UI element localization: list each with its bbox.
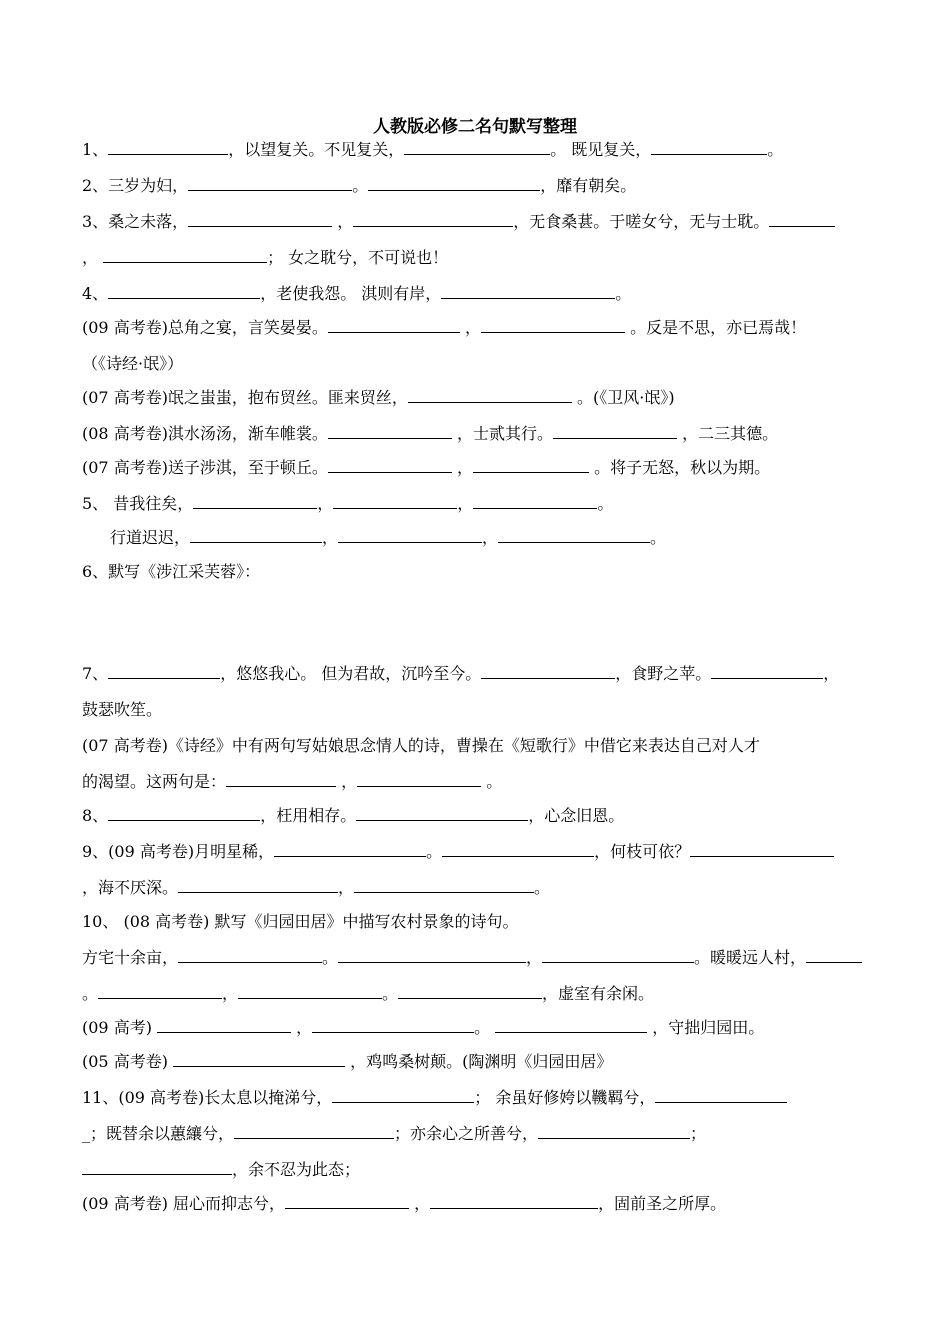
- line-text: 。暖暖远人村，: [694, 948, 807, 967]
- exercise-line: [82, 140, 783, 160]
- fill-in-blank: [312, 1018, 474, 1033]
- line-text: ，枉用相存。: [260, 806, 357, 825]
- fill-in-blank: [285, 1194, 409, 1209]
- line-text: (08 高考卷)淇水汤汤，渐车帷裳。: [82, 424, 328, 443]
- fill-in-blank: [353, 212, 513, 227]
- document-title: 人教版必修二名句默写整理: [373, 117, 577, 137]
- line-text: 2、三岁为妇，: [82, 176, 189, 195]
- fill-in-blank: [655, 1088, 787, 1103]
- exercise-line: [110, 528, 666, 548]
- fill-in-blank: [226, 772, 336, 787]
- line-text: 。: [382, 984, 399, 1003]
- exercise-line: [82, 878, 550, 898]
- fill-in-blank: [338, 948, 526, 963]
- line-text: 3、桑之未落，: [82, 212, 189, 231]
- line-text: ，固前圣之所厚。: [598, 1194, 727, 1213]
- line-text: ，心念旧恩。: [528, 806, 625, 825]
- line-text: ，: [82, 248, 104, 267]
- line-text: (09 高考): [82, 1018, 158, 1037]
- line-text: ，鸡鸣桑树颠。(陶渊明《归园田居》: [345, 1052, 613, 1071]
- fill-in-blank: [98, 984, 222, 999]
- fill-in-blank: [398, 984, 542, 999]
- line-text: ，: [291, 1018, 313, 1037]
- line-text: 9、(09 高考卷)月明星稀，: [82, 842, 275, 861]
- fill-in-blank: [178, 948, 322, 963]
- line-text: ；亦余心之所善兮，: [394, 1124, 539, 1143]
- exercise-line: [82, 424, 778, 444]
- fill-in-blank: [103, 248, 267, 263]
- fill-in-blank: [328, 458, 452, 473]
- line-text: (09 高考卷)总角之宴，言笑晏晏。: [82, 318, 328, 337]
- fill-in-blank: [354, 878, 534, 893]
- line-text: (07 高考卷)送子涉淇，至于顿丘。: [82, 458, 328, 477]
- line-text: (09 高考卷) 屈心而抑志兮，: [82, 1194, 286, 1213]
- line-text: 。(《卫风·氓》): [571, 388, 675, 407]
- line-text: ，: [222, 984, 239, 1003]
- line-text: ； 余虽好修姱以鞿羁兮，: [474, 1088, 656, 1107]
- line-text: ，二三其德。: [677, 424, 779, 443]
- fill-in-blank: [690, 842, 834, 857]
- line-text: ，守拙归园田。: [647, 1018, 765, 1037]
- line-text: 。: [481, 772, 503, 791]
- exercise-line: [82, 176, 636, 196]
- line-text: 的渴望。这两句是：: [82, 772, 227, 791]
- fill-in-blank: [538, 1124, 690, 1139]
- line-text: 。: [615, 284, 632, 303]
- fill-in-blank: [333, 494, 457, 509]
- line-text: 行道迟迟，: [110, 528, 191, 547]
- fill-in-blank: [430, 1194, 598, 1209]
- line-text: ，士贰其行。: [451, 424, 554, 443]
- fill-in-blank: [651, 140, 767, 155]
- line-text: 。: [474, 1018, 496, 1037]
- exercise-line: [82, 1088, 787, 1108]
- exercise-line: [82, 842, 834, 862]
- exercise-line: [82, 458, 770, 478]
- line-text: 4、: [82, 284, 109, 303]
- line-text: 5、 昔我往矣，: [82, 494, 194, 513]
- line-text: ，靡有朝矣。: [540, 176, 637, 195]
- line-text: ，: [459, 318, 482, 337]
- exercise-line: [82, 248, 448, 268]
- exercise-line: [82, 212, 835, 232]
- fill-in-blank: [442, 842, 594, 857]
- line-text: 。: [426, 842, 443, 861]
- exercise-line: [82, 772, 502, 792]
- exercise-line: [82, 1124, 706, 1144]
- fill-in-blank: [108, 664, 220, 679]
- line-text: ，食野之苹。: [615, 664, 712, 683]
- line-text: 。将子无怒，秋以为期。: [589, 458, 771, 477]
- line-text: ，: [482, 528, 499, 547]
- line-text: ，: [457, 494, 474, 513]
- line-text: ，: [409, 1194, 431, 1213]
- line-text: （《诗经·氓》）: [82, 354, 184, 373]
- fill-in-blank: [769, 212, 835, 227]
- line-text: ，无食桑葚。于嗟女兮，无与士耽。: [513, 212, 770, 231]
- fill-in-blank: [498, 528, 650, 543]
- fill-in-blank: [274, 842, 426, 857]
- line-text: ；: [690, 1124, 707, 1143]
- line-text: ，悠悠我心。 但为君故，沉吟至今。: [220, 664, 482, 683]
- fill-in-blank: [481, 664, 615, 679]
- exercise-line: [82, 664, 839, 684]
- fill-in-blank: [108, 140, 228, 155]
- exercise-line: [82, 388, 675, 408]
- line-text: (07 高考卷)《诗经》中有两句写姑娘思念情人的诗，曹操在《短歌行》中借它来表达自己对人才: [82, 736, 760, 755]
- line-text: ； 女之耽兮，不可说也！: [267, 248, 449, 267]
- fill-in-blank: [190, 528, 322, 543]
- line-text: ，: [317, 494, 334, 513]
- exercise-line: [82, 284, 631, 304]
- fill-in-blank: [157, 1018, 291, 1033]
- line-text: 鼓瑟吹笙。: [82, 700, 163, 719]
- exercise-line: [82, 806, 624, 826]
- fill-in-blank: [332, 1088, 474, 1103]
- line-text: 。: [650, 528, 667, 547]
- fill-in-blank: [173, 1052, 345, 1067]
- line-text: ，: [338, 878, 355, 897]
- fill-in-blank: [473, 494, 597, 509]
- exercise-line: [82, 1052, 612, 1072]
- exercise-line: [82, 700, 162, 720]
- exercise-line: [82, 318, 806, 338]
- exercise-line: [82, 1160, 360, 1180]
- fill-in-blank: [193, 494, 317, 509]
- line-text: 。反是不思，亦已焉哉！: [625, 318, 807, 337]
- line-text: 8、: [82, 806, 109, 825]
- line-text: ，以望复关。不见复关，: [228, 140, 405, 159]
- fill-in-blank: [368, 176, 540, 191]
- line-text: 。: [82, 984, 99, 1003]
- fill-in-blank: [82, 1160, 232, 1175]
- fill-in-blank: [473, 458, 589, 473]
- line-text: ，: [526, 948, 543, 967]
- exercise-line: [82, 912, 518, 932]
- fill-in-blank: [404, 140, 550, 155]
- line-text: ，: [332, 212, 354, 231]
- line-text: 10、 (08 高考卷) 默写《归园田居》中描写农村景象的诗句。: [82, 912, 519, 931]
- fill-in-blank: [542, 948, 694, 963]
- fill-in-blank: [188, 176, 352, 191]
- line-text: 6、默写《涉江采芙蓉》：: [82, 562, 261, 581]
- line-text: ，余不忍为此态；: [232, 1160, 361, 1179]
- line-text: 11、(09 高考卷)长太息以掩涕兮，: [82, 1088, 333, 1107]
- line-text: ，: [823, 664, 840, 683]
- fill-in-blank: [357, 772, 481, 787]
- line-text: (05 高考卷): [82, 1052, 174, 1071]
- fill-in-blank: [328, 424, 452, 439]
- line-text: ，虚室有余闲。: [542, 984, 655, 1003]
- fill-in-blank: [408, 388, 572, 403]
- line-text: ，何枝可依？: [594, 842, 691, 861]
- line-text: 1、: [82, 140, 109, 159]
- line-text: 。: [352, 176, 369, 195]
- exercise-line: [82, 354, 183, 374]
- fill-in-blank: [338, 528, 482, 543]
- exercise-line: [82, 1194, 726, 1214]
- fill-in-blank: [108, 806, 260, 821]
- line-text: ，海不厌深。: [82, 878, 179, 897]
- exercise-line: [82, 562, 260, 582]
- fill-in-blank: [188, 212, 332, 227]
- line-text: 。 既见复关，: [550, 140, 652, 159]
- fill-in-blank: [328, 318, 460, 333]
- line-text: (07 高考卷)氓之蚩蚩，抱布贸丝。匪来贸丝，: [82, 388, 408, 407]
- line-text: ，: [322, 528, 339, 547]
- line-text: 。: [597, 494, 614, 513]
- line-text: ，: [336, 772, 358, 791]
- fill-in-blank: [481, 318, 625, 333]
- fill-in-blank: [234, 1124, 394, 1139]
- line-text: ，老使我怨。 淇则有岸，: [260, 284, 442, 303]
- line-text: 7、: [82, 664, 109, 683]
- fill-in-blank: [238, 984, 382, 999]
- exercise-line: [82, 494, 613, 514]
- fill-in-blank: [178, 878, 338, 893]
- fill-in-blank: [495, 1018, 647, 1033]
- exercise-line: [82, 948, 862, 968]
- fill-in-blank: [553, 424, 677, 439]
- line-text: ，: [451, 458, 474, 477]
- fill-in-blank: [711, 664, 823, 679]
- line-text: 方宅十余亩，: [82, 948, 179, 967]
- line-text: 。: [767, 140, 784, 159]
- exercise-line: [82, 1018, 764, 1038]
- fill-in-blank: [108, 284, 260, 299]
- line-text: 。: [534, 878, 551, 897]
- fill-in-blank: [441, 284, 615, 299]
- line-text: 。: [322, 948, 339, 967]
- exercise-line: [82, 984, 654, 1004]
- fill-in-blank: [356, 806, 528, 821]
- line-text: _；既替余以蕙纕兮，: [82, 1124, 235, 1143]
- fill-in-blank: [806, 948, 862, 963]
- exercise-line: [82, 736, 760, 756]
